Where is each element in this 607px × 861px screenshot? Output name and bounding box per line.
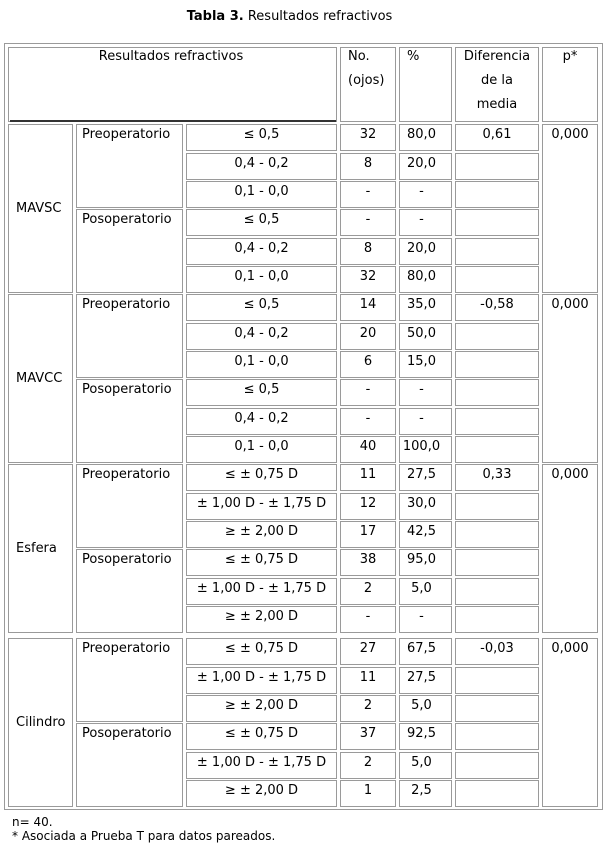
percent-value: -: [419, 609, 424, 624]
percent-value: 42,5: [407, 524, 436, 539]
range-value: ± 1,00 D - ± 1,75 D: [196, 755, 327, 770]
range-value: ≥ ± 2,00 D: [224, 609, 299, 624]
count-value: 32: [359, 269, 377, 284]
range-value: ± 1,00 D - ± 1,75 D: [196, 496, 327, 511]
percent-value: 67,5: [407, 641, 436, 656]
range-value: 0,1 - 0,0: [234, 354, 289, 369]
p-value: 0,000: [551, 297, 589, 312]
range-value: 0,4 - 0,2: [234, 411, 289, 426]
count-value: 8: [363, 156, 373, 171]
phase-label: Preoperatorio: [82, 297, 171, 312]
count-value: 2: [363, 581, 373, 596]
caption-label: Tabla 3.: [186, 9, 244, 24]
header-results-label: Resultados refractivos: [98, 49, 244, 64]
group-label: MAVCC: [16, 370, 63, 386]
phase-label: Posoperatorio: [82, 212, 172, 227]
range-value: ≤ 0,5: [243, 127, 280, 142]
count-value: 37: [359, 726, 377, 741]
percent-value: 50,0: [407, 326, 436, 341]
header-pct-label: %: [407, 49, 420, 64]
phase-label: Posoperatorio: [82, 382, 172, 397]
percent-value: 27,5: [407, 467, 436, 482]
percent-value: 2,5: [411, 783, 432, 798]
sample-size-note: n= 40.: [12, 815, 53, 829]
group-label: Esfera: [16, 540, 57, 556]
percent-value: 5,0: [411, 755, 432, 770]
p-value: 0,000: [551, 127, 589, 142]
phase-label: Posoperatorio: [82, 726, 172, 741]
percent-value: 27,5: [407, 670, 436, 685]
count-value: 6: [363, 354, 373, 369]
table-caption: [0, 9, 579, 24]
p-value: 0,000: [551, 641, 589, 656]
group-label: MAVSC: [16, 200, 62, 216]
range-value: ≤ ± 0,75 D: [224, 726, 299, 741]
count-value: -: [365, 212, 371, 227]
range-value: 0,1 - 0,0: [234, 184, 289, 199]
table-notes: [12, 815, 275, 843]
range-value: ≤ 0,5: [243, 382, 280, 397]
percent-value: 20,0: [407, 156, 436, 171]
range-value: 0,1 - 0,0: [234, 269, 289, 284]
percent-value: 92,5: [407, 726, 436, 741]
phase-label: Preoperatorio: [82, 467, 171, 482]
caption-title: Resultados refractivos: [247, 9, 393, 24]
count-value: 17: [359, 524, 377, 539]
percent-value: 100,0: [402, 439, 441, 454]
range-value: ≤ ± 0,75 D: [224, 467, 299, 482]
range-value: 0,1 - 0,0: [234, 439, 289, 454]
diff-value: 0,33: [482, 467, 512, 482]
diff-value: -0,58: [480, 297, 514, 312]
phase-label: Preoperatorio: [82, 641, 171, 656]
header-diff-line2: de la: [481, 73, 513, 88]
percent-value: 95,0: [407, 552, 436, 567]
count-value: 1: [363, 783, 373, 798]
header-diff-line1: Diferencia: [463, 49, 531, 64]
count-value: 38: [359, 552, 377, 567]
range-value: ≤ ± 0,75 D: [224, 552, 299, 567]
percent-value: -: [419, 382, 424, 397]
header-diff-line3: media: [476, 97, 518, 112]
count-value: 11: [359, 670, 377, 685]
range-value: 0,4 - 0,2: [234, 241, 289, 256]
phase-label: Preoperatorio: [82, 127, 171, 142]
header-no-line2: (ojos): [348, 73, 385, 88]
phase-label: Posoperatorio: [82, 552, 172, 567]
range-value: ≥ ± 2,00 D: [224, 524, 299, 539]
range-value: ± 1,00 D - ± 1,75 D: [196, 581, 327, 596]
header-no-line1: No.: [348, 49, 370, 64]
header-p-label: p*: [562, 49, 578, 64]
count-value: -: [365, 411, 371, 426]
range-value: ≥ ± 2,00 D: [224, 698, 299, 713]
range-value: ≤ 0,5: [243, 212, 280, 227]
count-value: 14: [359, 297, 377, 312]
diff-value: 0,61: [482, 127, 512, 142]
range-value: 0,4 - 0,2: [234, 326, 289, 341]
p-value: 0,000: [551, 467, 589, 482]
percent-value: 30,0: [407, 496, 436, 511]
count-value: 32: [359, 127, 377, 142]
percent-value: -: [419, 411, 424, 426]
percent-value: 20,0: [407, 241, 436, 256]
percent-value: -: [419, 184, 424, 199]
percent-value: -: [419, 212, 424, 227]
percent-value: 5,0: [411, 698, 432, 713]
count-value: -: [365, 382, 371, 397]
range-value: ≤ ± 0,75 D: [224, 641, 299, 656]
range-value: ≥ ± 2,00 D: [224, 783, 299, 798]
percent-value: 35,0: [407, 297, 436, 312]
table-frame: [4, 43, 603, 810]
count-value: 11: [359, 467, 377, 482]
count-value: 20: [359, 326, 377, 341]
count-value: 12: [359, 496, 377, 511]
count-value: 40: [359, 439, 377, 454]
diff-value: -0,03: [480, 641, 514, 656]
count-value: -: [365, 184, 371, 199]
count-value: 27: [359, 641, 377, 656]
footnote: * Asociada a Prueba T para datos pareados.: [12, 829, 276, 843]
range-value: ± 1,00 D - ± 1,75 D: [196, 670, 327, 685]
range-value: 0,4 - 0,2: [234, 156, 289, 171]
range-value: ≤ 0,5: [243, 297, 280, 312]
count-value: -: [365, 609, 371, 624]
percent-value: 80,0: [407, 127, 436, 142]
percent-value: 5,0: [411, 581, 432, 596]
percent-value: 15,0: [407, 354, 436, 369]
count-value: 2: [363, 755, 373, 770]
count-value: 8: [363, 241, 373, 256]
count-value: 2: [363, 698, 373, 713]
percent-value: 80,0: [407, 269, 436, 284]
group-label: Cilindro: [16, 714, 66, 730]
